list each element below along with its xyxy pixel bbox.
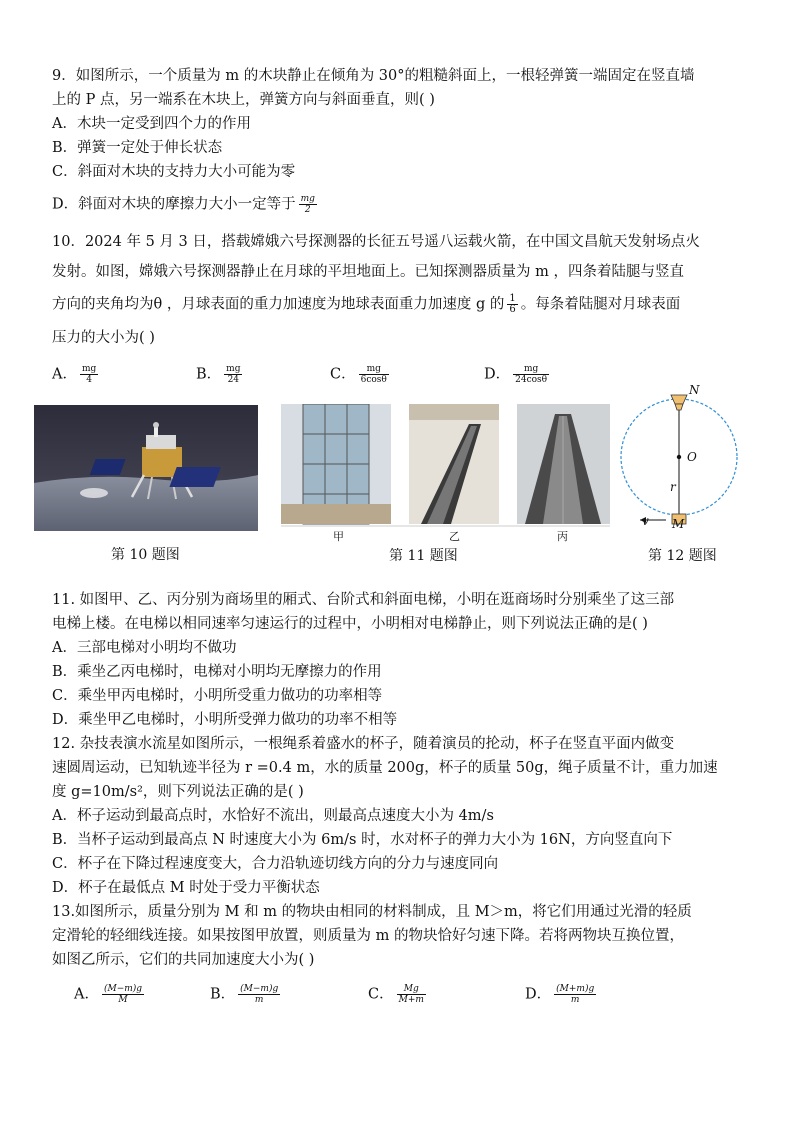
fig11-inclined-walkway [517,404,610,524]
fig12-label-r: r [670,480,676,494]
q10-stem-line1: 10．2024 年 5 月 3 日，搭载嫦娥六号探测器的长征五号遥八运载火箭，在中国文昌航天发射场点火 [52,234,700,250]
q12-option-c: C．杯子在下降过程速度变大，合力沿轨迹切线方向的分力与速度同向 [52,856,499,872]
q13-stem-line2: 定滑轮的轻细线连接。如果按图甲放置，则质量为 m 的物块恰好匀速下降。若将两物块互换位置， [52,928,684,944]
fig11-label-jia: 甲 [333,530,344,543]
fig10-lander-image [34,405,258,531]
q13-stem-line3: 如图乙所示，它们的共同加速度大小为( ) [52,952,315,968]
fig10-caption: 第 10 题图 [111,547,180,563]
q10-option-d: D． $\frac{mg}{24\cos\theta}$ [484,364,548,385]
q9-option-a: A．木块一定受到四个力的作用 [52,116,251,132]
q11-option-b: B．乘坐乙丙电梯时，电梯对小明均无摩擦力的作用 [52,664,382,680]
fig12-circle-diagram [616,380,746,538]
q9-option-c: C．斜面对木块的支持力大小可能为零 [52,164,296,180]
q11-option-d: D．乘坐甲乙电梯时，小明所受弹力做功的功率不相等 [52,712,398,728]
q13-stem-line1: 13.如图所示，质量分别为 M 和 m 的物块由相同的材料制成，且 M＞m，将它们用通过光滑的轻质 [52,904,692,920]
q10-option-a: A． $\frac{mg}{4}$ [52,364,97,385]
q12-stem-line3: 度 g=10m/s²，则下列说法正确的是( ) [52,784,304,800]
q9-option-d [52,194,320,215]
fig12-label-n: N [689,383,700,397]
q11-option-c: C．乘坐甲丙电梯时，小明所受重力做功的功率相等 [52,688,383,704]
fig12-label-o: O [687,450,697,464]
q12-option-a: A．杯子运动到最高点时，水恰好不流出，则最高点速度大小为 4m/s [52,808,494,824]
q9-stem-line1: 9．如图所示，一个质量为 m 的木块静止在倾角为 30°的粗糙斜面上，一根轻弹簧一端固定在竖直墙 [52,68,695,84]
q11-stem-line2: 电梯上楼。在电梯以相同速率匀速运行的过程中，小明相对电梯静止，则下列说法正确的是( ) [52,616,648,632]
q10-stem-line4: 压力的大小为( ) [52,330,155,346]
fig11-box-elevator [281,404,391,524]
fig12-caption: 第 12 题图 [648,548,717,564]
q10-fraction: $\frac{1}{6}$ [509,293,516,315]
q11-stem-line1: 11. 如图甲、乙、丙分别为商场里的厢式、台阶式和斜面电梯，小明在逛商场时分别乘坐了这三部 [52,592,675,608]
q10-option-c: C． $\frac{mg}{6\cos\theta}$ [330,364,387,385]
fig11-label-yi: 乙 [449,530,460,543]
q9-stem-line2: 上的 P 点，另一端系在木块上，弹簧方向与斜面垂直，则( ) [52,92,435,108]
q9-option-d-text: D．斜面对木块的摩擦力大小一定等于 [52,196,296,213]
q10-option-b: B． $\frac{mg}{24}$ [196,364,241,385]
fig12-label-m: M [672,517,685,531]
q9-option-b: B．弹簧一定处于伸长状态 [52,140,223,156]
fig11-step-escalator [409,404,499,524]
q10-stem-line2: 发射。如图，嫦娥六号探测器静止在月球的平坦地面上。已知探测器质量为 m ，四条着陆腿与竖直 [52,264,684,280]
q12-stem-line2: 速圆周运动，已知轨迹半径为 r =0.4 m，水的质量 200g，杯子的质量 50g，绳子质量不计，重力加速 [52,760,718,776]
fig11-caption: 第 11 题图 [389,548,458,564]
q12-stem-line1: 12. 杂技表演水流星如图所示，一根绳系着盛水的杯子，随着演员的抡动，杯子在竖直平面内做变 [52,736,675,752]
q10-stem-line3: 方向的夹角均为θ ，月球表面的重力加速度为地球表面重力加速度 g 的 $\frac{1}{6}$ 。每条着陆腿对月球表面 [52,293,681,315]
q13-option-a: A． $\frac{(M-m)g}{M}$ [74,984,143,1005]
fig11-label-bing: 丙 [557,530,568,543]
q13-option-c: C． $\frac{Mg}{M+m}$ [368,984,424,1005]
q12-option-b: B．当杯子运动到最高点 N 时速度大小为 6m/s 时，水对杯子的弹力大小为 16N，方向竖直向下 [52,832,673,848]
q13-option-b: B． $\frac{(M-m)g}{m}$ [210,984,279,1005]
q12-option-d: D．杯子在最低点 M 时处于受力平衡状态 [52,880,320,896]
fig12-label-v: v [642,514,649,528]
q13-option-d: D． $\frac{(M+m)g}{m}$ [525,984,595,1005]
q9-option-d-fraction: $\frac{mg}{2}$ [300,194,315,215]
fig11-elevators-image [281,404,610,546]
q11-option-a: A．三部电梯对小明均不做功 [52,640,237,656]
